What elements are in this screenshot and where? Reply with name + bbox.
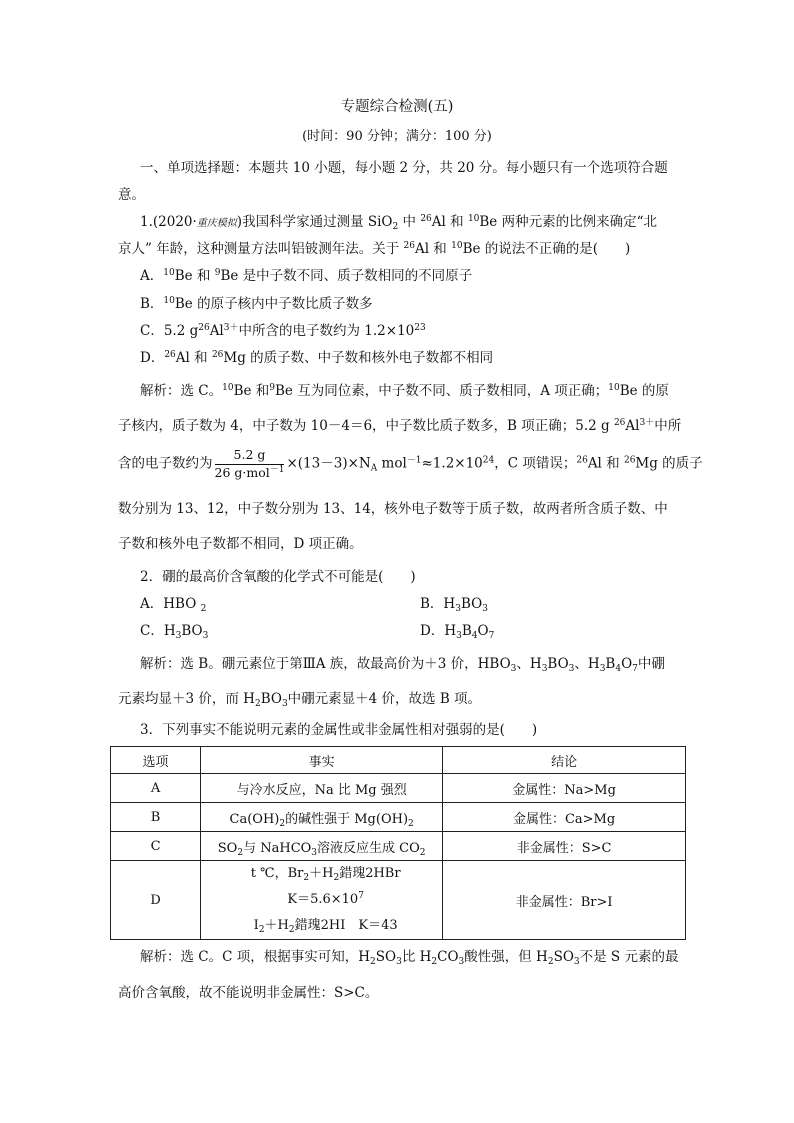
- row-b-conclusion: 金属性：Ca>Mg: [443, 803, 686, 832]
- q1-source: 重庆模拟: [196, 218, 237, 229]
- q3-stem: 3．下列事实不能说明元素的金属性或非金属性相对强弱的是( ): [140, 722, 538, 738]
- q2-analysis-line1: 解析：选 B。硼元素位于第ⅢA 族，故最高价为＋3 价，$HBO_3$、$H_3BO_3$、$H_3B_4O_7$中硼: [140, 656, 665, 674]
- q2-option-a: A．HBO $_2$: [140, 596, 207, 614]
- section-heading: 一、单项选择题：本题共 10 小题，每小题 2 分，共 20 分。每小题只有一个选项符合题: [140, 160, 668, 176]
- table-row: [111, 832, 686, 861]
- q1-analysis-line2: 子核内，质子数为 4，中子数为 10－4＝6，中子数比质子数多，B 项正确；5.2 g $^{26}Al^{3+}$中所: [118, 418, 682, 434]
- page-title: 专题综合检测(五): [340, 99, 454, 115]
- q3-analysis-line2: 高价含氧酸，故不能说明非金属性：S>C。: [118, 985, 379, 1001]
- row-a-conclusion: 金属性：Na>Mg: [443, 774, 686, 803]
- row-b-fact: $Ca(OH)_2$的碱性强于 $Mg(OH)_2$: [201, 803, 443, 832]
- row-c-fact: $SO_2$与 NaHCO$_3$溶液反应生成 $CO_2$: [201, 832, 443, 861]
- row-d-fact-line1: t ℃，$Br_2+H_2$錯瑰2HBr: [250, 866, 401, 883]
- table-row: [111, 774, 686, 803]
- row-d-fact-line3: $I_2+H_2$錯瑰2HI K＝43: [253, 918, 398, 935]
- q1-option-a: A．$^{10}$Be 和 $^9$Be 是中子数不同、质子数相同的不同原子: [140, 268, 473, 284]
- q3-analysis-line1: 解析：选 C。C 项，根据事实可知，$H_2SO_3$比 $H_2CO_3$酸性强，但 $H_2SO_3$不是 S 元素的最: [140, 949, 679, 967]
- table-header-row: [111, 747, 686, 774]
- table-row: [111, 803, 686, 832]
- q2-analysis-line2: 元素均显＋3 价，而 $H_2BO_3$中硼元素显＋4 价，故选 B 项。: [118, 691, 482, 709]
- q2-option-b: B．$H_3BO_3$: [420, 596, 488, 614]
- q1-option-c: C．5.2 $g^{26}Al^{3+}$中所含的电子数约为 $1.2\times 10^{23}$: [140, 323, 426, 339]
- row-a-option: A: [111, 774, 201, 803]
- q1-analysis-line4: 数分别为 13、12，中子数分别为 13、14，核外电子数等于质子数，故两者所含质子数、中: [118, 501, 668, 517]
- facts-table: [110, 746, 686, 940]
- row-d-fact: [201, 861, 443, 940]
- q1-analysis-line3: 含的电子数约为 $\frac{5.2 g}{26 g\cdot mol^{-1}}$ $\times(13-3)\times N_A$ $mol^{-1}\approx 1.2\times 10^{24}$，C 项错误；$^{26}$Al 和 $^{26}$Mg 的质子: [118, 447, 703, 480]
- row-d-option: D: [111, 861, 201, 940]
- q2-stem: 2．硼的最高价含氧酸的化学式不可能是( ): [140, 569, 416, 585]
- q1-option-b: B．$^{10}$Be 的原子核内中子数比质子数多: [140, 296, 373, 312]
- q1-analysis-line1: 解析：选 C。$^{10}$Be 和$^9$Be 互为同位素，中子数不同、质子数相同，A 项正确；$^{10}$Be 的原: [140, 383, 669, 399]
- row-a-fact: 与冷水反应，Na 比 Mg 强烈: [201, 774, 443, 803]
- q1-stem-line2: 京人” 年龄，这种测量方法叫铝铍测年法。关于 $^{26}$Al 和 $^{10}$Be 的说法不正确的是( ): [118, 241, 631, 257]
- table-row: [111, 861, 686, 940]
- q1-analysis-line5: 子数和核外电子数都不相同，D 项正确。: [118, 536, 363, 552]
- row-c-conclusion: 非金属性：S>C: [443, 832, 686, 861]
- q2-option-c: C．$H_3BO_3$: [140, 623, 209, 641]
- row-b-option: B: [111, 803, 201, 832]
- q1-option-d: D．$^{26}$Al 和 $^{26}$Mg 的质子数、中子数和核外电子数都不相同: [140, 350, 494, 366]
- header-option: 选项: [111, 747, 201, 774]
- header-conclusion: 结论: [443, 747, 686, 774]
- row-c-option: C: [111, 832, 201, 861]
- q2-option-d: D．$H_3B_4O_7$: [420, 623, 495, 641]
- q1-stem-line1: 1.(2020·重庆模拟)我国科学家通过测量 SiO$_2$ 中 $^{26}$Al 和 $^{10}$Be 两种元素的比例来确定“北: [140, 214, 657, 232]
- page-subtitle: (时间：90 分钟；满分：100 分): [302, 129, 492, 144]
- row-d-fact-line2: $K=5.6\times 10^7$: [287, 891, 364, 907]
- row-d-conclusion: 非金属性：Br>I: [443, 861, 686, 940]
- molar-fraction: $\frac{5.2 g}{26 g\cdot mol^{-1}}$: [214, 447, 285, 480]
- section-heading-cont: 意。: [118, 187, 145, 203]
- header-fact: 事实: [201, 747, 443, 774]
